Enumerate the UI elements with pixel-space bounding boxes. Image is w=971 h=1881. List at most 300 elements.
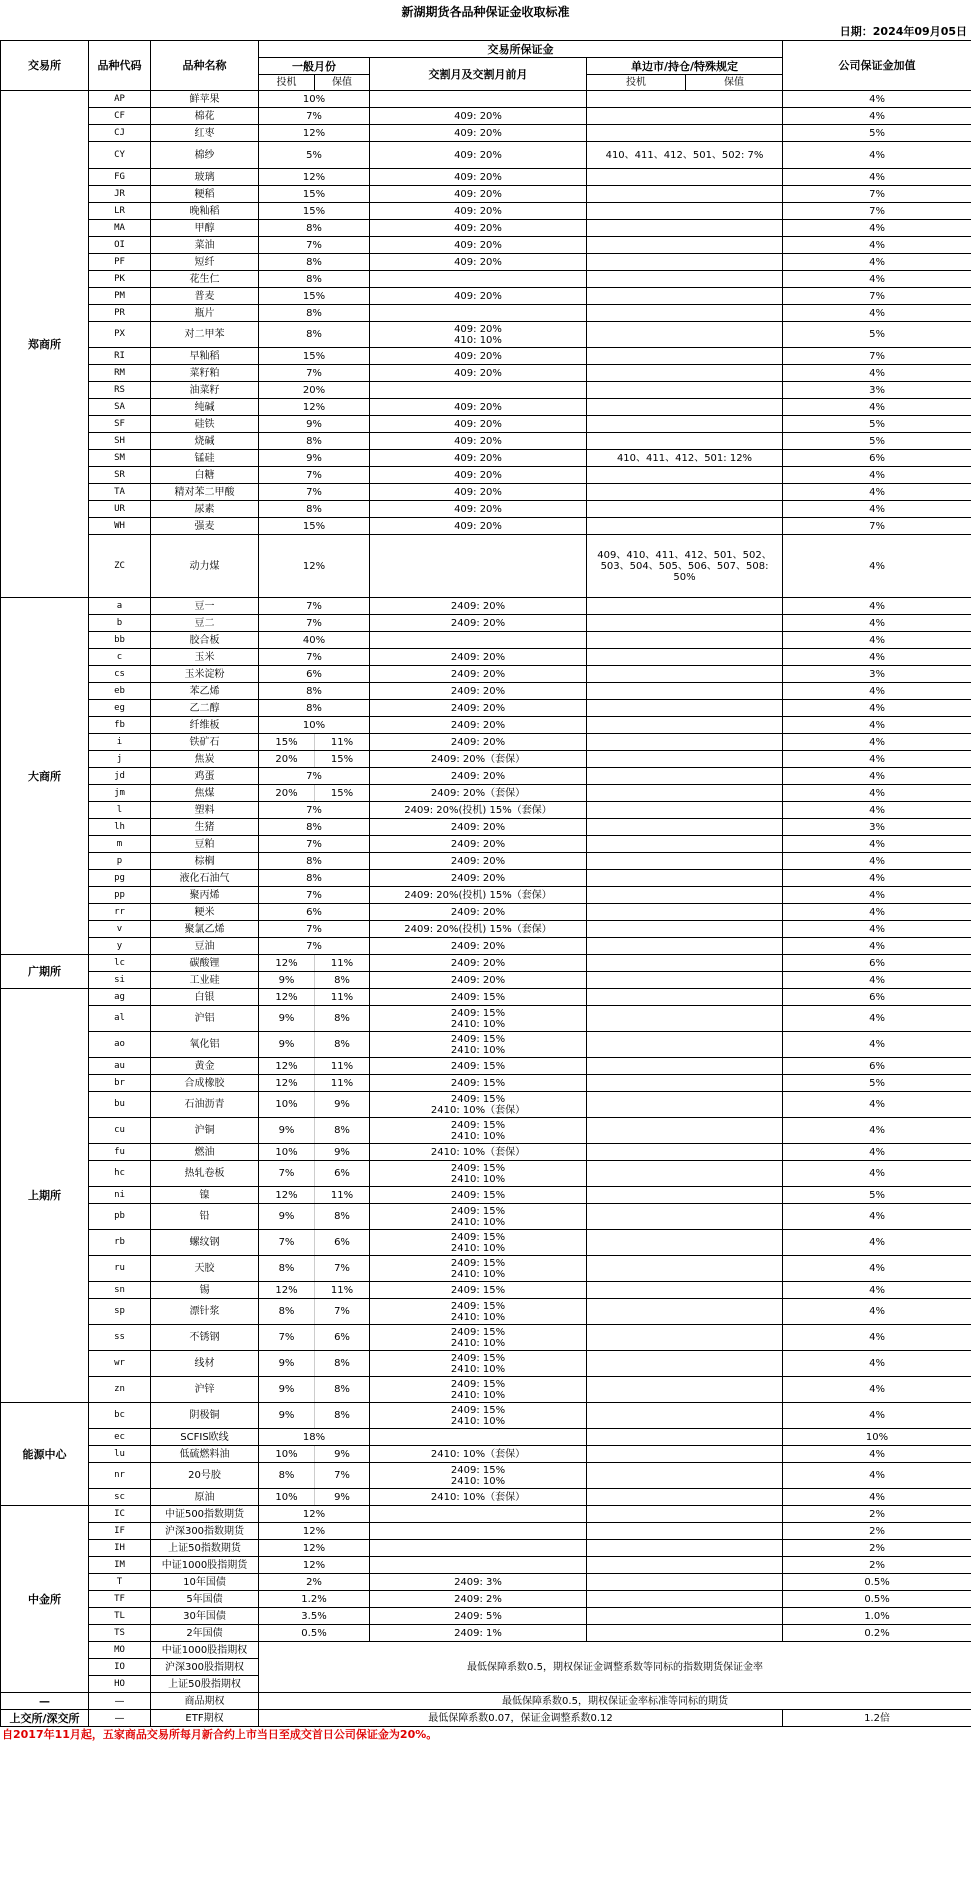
delivery-line: 409: 20% bbox=[454, 486, 502, 498]
general-month-cell: 20% bbox=[259, 382, 370, 399]
delivery-line: 409: 20% bbox=[454, 290, 502, 302]
table-row bbox=[1, 1118, 971, 1144]
name-cell: 聚氯乙烯 bbox=[151, 921, 259, 938]
code-cell: MO bbox=[89, 1642, 151, 1659]
table-row bbox=[1, 1489, 971, 1506]
delivery-line: 409: 20% bbox=[454, 256, 502, 268]
general-month-cell: 7% bbox=[259, 108, 370, 125]
delivery-cell bbox=[370, 1006, 587, 1032]
table-row bbox=[1, 666, 971, 683]
table-row bbox=[1, 1282, 971, 1299]
delivery-cell bbox=[370, 1230, 587, 1256]
name-cell: 白银 bbox=[151, 989, 259, 1006]
table-row bbox=[1, 615, 971, 632]
table-row bbox=[1, 768, 971, 785]
delivery-line: 2409: 20%(投机) 15%（套保） bbox=[404, 923, 552, 935]
name-cell: 玉米 bbox=[151, 649, 259, 666]
name-cell: 铅 bbox=[151, 1204, 259, 1230]
delivery-cell bbox=[370, 870, 587, 887]
delivery-cell bbox=[370, 1506, 587, 1523]
company-add-cell: 4% bbox=[783, 237, 971, 254]
general-month-cell: 12% bbox=[259, 1557, 370, 1574]
delivery-cell bbox=[370, 819, 587, 836]
company-add-cell: 4% bbox=[783, 399, 971, 416]
code-cell: ao bbox=[89, 1032, 151, 1058]
code-cell: sn bbox=[89, 1282, 151, 1299]
special-rule-cell bbox=[587, 1092, 783, 1118]
name-cell: 豆一 bbox=[151, 598, 259, 615]
name-cell: 豆粕 bbox=[151, 836, 259, 853]
special-rule-cell bbox=[587, 836, 783, 853]
delivery-line: 2409: 15% bbox=[450, 1119, 506, 1131]
special-rule-cell bbox=[587, 819, 783, 836]
delivery-line: 2409: 20% bbox=[450, 957, 506, 969]
delivery-cell bbox=[370, 1351, 587, 1377]
special-rule-cell bbox=[587, 348, 783, 365]
delivery-line: 2410: 10% bbox=[450, 1044, 506, 1056]
name-cell: 氧化铝 bbox=[151, 1032, 259, 1058]
company-add-cell: 4% bbox=[783, 972, 971, 989]
delivery-line: 2409: 15% bbox=[450, 1378, 506, 1390]
delivery-line: 409: 20% bbox=[454, 149, 502, 161]
special-rule-cell bbox=[587, 322, 783, 348]
general-spec-cell: 8% bbox=[259, 1299, 315, 1325]
company-add-cell: 4% bbox=[783, 1299, 971, 1325]
table-row bbox=[1, 365, 971, 382]
code-cell: JR bbox=[89, 186, 151, 203]
code-cell: WH bbox=[89, 518, 151, 535]
code-cell: SR bbox=[89, 467, 151, 484]
code-cell: jd bbox=[89, 768, 151, 785]
company-add-cell: 4% bbox=[783, 1325, 971, 1351]
code-cell: PR bbox=[89, 305, 151, 322]
general-spec-cell: 7% bbox=[259, 1161, 315, 1187]
table-row bbox=[1, 1161, 971, 1187]
general-spec-cell: 10% bbox=[259, 1092, 315, 1118]
general-month-cell: 7% bbox=[259, 836, 370, 853]
company-add-cell: 4% bbox=[783, 632, 971, 649]
name-cell: 沪锌 bbox=[151, 1377, 259, 1403]
code-cell: LR bbox=[89, 203, 151, 220]
general-month-cell: 15% bbox=[259, 203, 370, 220]
company-add-cell: 4% bbox=[783, 921, 971, 938]
code-cell: AP bbox=[89, 91, 151, 108]
table-row bbox=[1, 1693, 971, 1710]
general-hedge-cell: 8% bbox=[315, 1377, 370, 1403]
name-cell: 胶合板 bbox=[151, 632, 259, 649]
code-cell: IF bbox=[89, 1523, 151, 1540]
general-spec-cell: 12% bbox=[259, 1187, 315, 1204]
table-row bbox=[1, 819, 971, 836]
general-spec-cell: 9% bbox=[259, 972, 315, 989]
general-hedge-cell: 9% bbox=[315, 1144, 370, 1161]
company-add-cell: 0.5% bbox=[783, 1591, 971, 1608]
delivery-line: 2410: 10% bbox=[450, 1389, 506, 1401]
exchange-cell: 广期所 bbox=[1, 955, 89, 989]
general-month-cell: 8% bbox=[259, 501, 370, 518]
footnote: 自2017年11月起，五家商品交易所每月新合约上市当日至成交首日公司保证金为20%。 bbox=[2, 1728, 438, 1741]
delivery-cell bbox=[370, 186, 587, 203]
delivery-line: 409: 20% bbox=[454, 418, 502, 430]
table-row bbox=[1, 955, 971, 972]
header-general-hedge: 保值 bbox=[315, 75, 370, 91]
general-spec-cell: 12% bbox=[259, 989, 315, 1006]
special-rule-cell bbox=[587, 305, 783, 322]
general-spec-cell: 8% bbox=[259, 1463, 315, 1489]
code-cell: CJ bbox=[89, 125, 151, 142]
table-row bbox=[1, 802, 971, 819]
general-hedge-cell: 8% bbox=[315, 972, 370, 989]
code-cell: fu bbox=[89, 1144, 151, 1161]
company-add-cell: 5% bbox=[783, 322, 971, 348]
delivery-cell bbox=[370, 1118, 587, 1144]
general-spec-cell: 9% bbox=[259, 1403, 315, 1429]
name-cell: 白糖 bbox=[151, 467, 259, 484]
special-rule-cell bbox=[587, 1282, 783, 1299]
special-rule-cell bbox=[587, 1506, 783, 1523]
delivery-cell bbox=[370, 322, 587, 348]
delivery-line: 2409: 20% bbox=[450, 685, 506, 697]
name-cell: 合成橡胶 bbox=[151, 1075, 259, 1092]
header-code: 品种代码 bbox=[89, 41, 151, 91]
company-add-cell: 4% bbox=[783, 615, 971, 632]
general-spec-cell: 9% bbox=[259, 1204, 315, 1230]
company-add-cell: 5% bbox=[783, 125, 971, 142]
delivery-cell bbox=[370, 467, 587, 484]
company-add-cell: 2% bbox=[783, 1523, 971, 1540]
special-rule-cell bbox=[587, 271, 783, 288]
code-cell: lh bbox=[89, 819, 151, 836]
page-title: 新湖期货各品种保证金收取标准 bbox=[401, 5, 570, 19]
general-hedge-cell: 9% bbox=[315, 1446, 370, 1463]
general-month-cell: 8% bbox=[259, 853, 370, 870]
code-cell: IH bbox=[89, 1540, 151, 1557]
delivery-line: 409: 20% bbox=[454, 171, 502, 183]
delivery-line: 2409: 20% bbox=[450, 719, 506, 731]
delivery-cell bbox=[370, 1446, 587, 1463]
table-row bbox=[1, 518, 971, 535]
name-cell: 锰硅 bbox=[151, 450, 259, 467]
code-cell: UR bbox=[89, 501, 151, 518]
code-cell: j bbox=[89, 751, 151, 768]
delivery-line: 2409: 20% bbox=[450, 600, 506, 612]
company-add-cell: 4% bbox=[783, 870, 971, 887]
code-cell: SF bbox=[89, 416, 151, 433]
delivery-line: 2409: 15% bbox=[450, 1077, 506, 1089]
exchange-cell: 能源中心 bbox=[1, 1403, 89, 1506]
general-month-cell: 7% bbox=[259, 649, 370, 666]
general-month-cell: 12% bbox=[259, 1540, 370, 1557]
delivery-cell bbox=[370, 887, 587, 904]
table-row bbox=[1, 1144, 971, 1161]
delivery-cell bbox=[370, 203, 587, 220]
general-spec-cell: 10% bbox=[259, 1446, 315, 1463]
code-cell: PX bbox=[89, 322, 151, 348]
special-rule-cell bbox=[587, 1446, 783, 1463]
name-cell: 镍 bbox=[151, 1187, 259, 1204]
delivery-cell bbox=[370, 237, 587, 254]
delivery-line: 2409: 20% bbox=[450, 872, 506, 884]
delivery-line: 2409: 20% bbox=[450, 668, 506, 680]
name-cell: 棉纱 bbox=[151, 142, 259, 169]
company-add-cell: 4% bbox=[783, 1282, 971, 1299]
table-row bbox=[1, 904, 971, 921]
delivery-cell bbox=[370, 254, 587, 271]
delivery-line: 2410: 10% bbox=[450, 1311, 506, 1323]
company-add-cell: 10% bbox=[783, 1429, 971, 1446]
general-spec-cell: 9% bbox=[259, 1032, 315, 1058]
general-hedge-cell: 7% bbox=[315, 1463, 370, 1489]
special-rule-cell bbox=[587, 870, 783, 887]
header-company-add: 公司保证金加值 bbox=[783, 41, 971, 91]
code-cell: sc bbox=[89, 1489, 151, 1506]
table-row bbox=[1, 108, 971, 125]
general-month-cell: 15% bbox=[259, 518, 370, 535]
name-cell: 铁矿石 bbox=[151, 734, 259, 751]
name-cell: 塑料 bbox=[151, 802, 259, 819]
table-row bbox=[1, 717, 971, 734]
company-add-cell: 6% bbox=[783, 450, 971, 467]
code-cell: l bbox=[89, 802, 151, 819]
delivery-cell bbox=[370, 1540, 587, 1557]
delivery-line: 409: 20% bbox=[454, 323, 502, 335]
delivery-line: 2409: 15% bbox=[450, 1257, 506, 1269]
special-rule-cell bbox=[587, 1256, 783, 1282]
table-row bbox=[1, 1058, 971, 1075]
name-cell: 石油沥青 bbox=[151, 1092, 259, 1118]
delivery-cell bbox=[370, 1489, 587, 1506]
delivery-cell bbox=[370, 683, 587, 700]
delivery-cell bbox=[370, 1144, 587, 1161]
code-cell: jm bbox=[89, 785, 151, 802]
general-spec-cell: 20% bbox=[259, 785, 315, 802]
code-cell: FG bbox=[89, 169, 151, 186]
special-rule-cell bbox=[587, 700, 783, 717]
code-cell: eb bbox=[89, 683, 151, 700]
general-hedge-cell: 8% bbox=[315, 1118, 370, 1144]
delivery-cell bbox=[370, 271, 587, 288]
margin-table bbox=[0, 40, 971, 1727]
code-cell: p bbox=[89, 853, 151, 870]
delivery-cell bbox=[370, 955, 587, 972]
table-row bbox=[1, 125, 971, 142]
delivery-line: 409: 20% bbox=[454, 205, 502, 217]
code-cell: T bbox=[89, 1574, 151, 1591]
table-row bbox=[1, 1523, 971, 1540]
code-cell: cu bbox=[89, 1118, 151, 1144]
name-cell: 碳酸锂 bbox=[151, 955, 259, 972]
delivery-line: 409: 20% bbox=[454, 110, 502, 122]
delivery-line: 2410: 10% bbox=[450, 1173, 506, 1185]
company-add-cell: 4% bbox=[783, 467, 971, 484]
name-cell: 生猪 bbox=[151, 819, 259, 836]
code-cell: RS bbox=[89, 382, 151, 399]
special-rule-cell bbox=[587, 1325, 783, 1351]
delivery-line: 2410: 10% bbox=[450, 1363, 506, 1375]
table-row bbox=[1, 169, 971, 186]
company-add-cell: 4% bbox=[783, 1256, 971, 1282]
general-spec-cell: 12% bbox=[259, 1282, 315, 1299]
special-rule-cell bbox=[587, 220, 783, 237]
delivery-line: 2409: 20%(投机) 15%（套保） bbox=[404, 804, 552, 816]
delivery-line: 2410: 10% bbox=[450, 1475, 506, 1487]
delivery-line: 2409: 2% bbox=[454, 1593, 502, 1605]
delivery-cell bbox=[370, 717, 587, 734]
delivery-line: 2409: 1% bbox=[454, 1627, 502, 1639]
name-cell: 纯碱 bbox=[151, 399, 259, 416]
general-hedge-cell: 8% bbox=[315, 1403, 370, 1429]
name-cell: 玻璃 bbox=[151, 169, 259, 186]
table-row bbox=[1, 1506, 971, 1523]
general-hedge-cell: 8% bbox=[315, 1006, 370, 1032]
company-add-cell: 4% bbox=[783, 649, 971, 666]
special-rule-cell bbox=[587, 938, 783, 955]
company-add-cell: 4% bbox=[783, 484, 971, 501]
delivery-cell bbox=[370, 1187, 587, 1204]
table-row bbox=[1, 1710, 971, 1727]
name-cell: 30年国债 bbox=[151, 1608, 259, 1625]
general-month-cell: 6% bbox=[259, 904, 370, 921]
general-month-cell: 12% bbox=[259, 169, 370, 186]
general-month-cell: 7% bbox=[259, 598, 370, 615]
name-cell: 黄金 bbox=[151, 1058, 259, 1075]
name-cell: 阴极铜 bbox=[151, 1403, 259, 1429]
code-cell: al bbox=[89, 1006, 151, 1032]
code-cell: rb bbox=[89, 1230, 151, 1256]
company-add-cell: 4% bbox=[783, 1463, 971, 1489]
table-row bbox=[1, 271, 971, 288]
delivery-line: 2409: 20% bbox=[450, 821, 506, 833]
delivery-cell bbox=[370, 1299, 587, 1325]
delivery-line: 2409: 15% bbox=[450, 1189, 506, 1201]
delivery-cell bbox=[370, 1403, 587, 1429]
special-rule-cell: 410、411、412、501、502: 7% bbox=[587, 142, 783, 169]
code-cell: — bbox=[89, 1710, 151, 1727]
name-cell: 10年国债 bbox=[151, 1574, 259, 1591]
delivery-cell bbox=[370, 518, 587, 535]
general-month-cell: 7% bbox=[259, 887, 370, 904]
general-month-cell: 15% bbox=[259, 288, 370, 305]
delivery-line: 2410: 10%（套保） bbox=[430, 1491, 526, 1503]
general-month-cell: 8% bbox=[259, 433, 370, 450]
special-rule-cell bbox=[587, 1557, 783, 1574]
exchange-cell: 中金所 bbox=[1, 1506, 89, 1693]
general-hedge-cell: 8% bbox=[315, 1032, 370, 1058]
special-rule-cell: 410、411、412、501: 12% bbox=[587, 450, 783, 467]
company-add-cell: 4% bbox=[783, 1489, 971, 1506]
delivery-line: 2409: 15% bbox=[450, 1033, 506, 1045]
delivery-cell bbox=[370, 1075, 587, 1092]
special-rule-cell bbox=[587, 785, 783, 802]
table-row bbox=[1, 700, 971, 717]
table-row bbox=[1, 989, 971, 1006]
delivery-cell bbox=[370, 972, 587, 989]
general-month-cell: 3.5% bbox=[259, 1608, 370, 1625]
code-cell: IC bbox=[89, 1506, 151, 1523]
table-row bbox=[1, 254, 971, 271]
table-row bbox=[1, 1377, 971, 1403]
special-rule-cell bbox=[587, 467, 783, 484]
table-row bbox=[1, 1608, 971, 1625]
delivery-line: 2409: 20%（套保） bbox=[430, 753, 526, 765]
special-rule-cell bbox=[587, 1540, 783, 1557]
company-add-cell: 7% bbox=[783, 348, 971, 365]
delivery-cell bbox=[370, 615, 587, 632]
name-cell: 2年国债 bbox=[151, 1625, 259, 1642]
delivery-cell bbox=[370, 220, 587, 237]
company-add-cell: 4% bbox=[783, 1351, 971, 1377]
special-rule-cell bbox=[587, 717, 783, 734]
name-cell: 焦煤 bbox=[151, 785, 259, 802]
code-cell: ni bbox=[89, 1187, 151, 1204]
delivery-cell bbox=[370, 433, 587, 450]
header-general-spec: 投机 bbox=[259, 75, 315, 91]
name-cell: 5年国债 bbox=[151, 1591, 259, 1608]
company-add-cell: 4% bbox=[783, 365, 971, 382]
special-rule-cell bbox=[587, 972, 783, 989]
table-row bbox=[1, 649, 971, 666]
special-rule-cell bbox=[587, 169, 783, 186]
special-rule-cell bbox=[587, 288, 783, 305]
general-month-cell: 7% bbox=[259, 484, 370, 501]
delivery-cell bbox=[370, 399, 587, 416]
company-add-cell: 4% bbox=[783, 1092, 971, 1118]
delivery-cell bbox=[370, 802, 587, 819]
special-rule-cell bbox=[587, 955, 783, 972]
name-cell: 上证50股指期权 bbox=[151, 1676, 259, 1693]
delivery-line: 2409: 20% bbox=[450, 906, 506, 918]
code-cell: m bbox=[89, 836, 151, 853]
code-cell: PK bbox=[89, 271, 151, 288]
special-rule-cell bbox=[587, 1523, 783, 1540]
code-cell: nr bbox=[89, 1463, 151, 1489]
company-add-cell: 4% bbox=[783, 108, 971, 125]
name-cell: 棉花 bbox=[151, 108, 259, 125]
company-add-cell: 4% bbox=[783, 1446, 971, 1463]
general-spec-cell: 9% bbox=[259, 1118, 315, 1144]
company-add-cell: 4% bbox=[783, 683, 971, 700]
general-spec-cell: 9% bbox=[259, 1006, 315, 1032]
special-rule-cell bbox=[587, 802, 783, 819]
delivery-cell bbox=[370, 1463, 587, 1489]
table-row bbox=[1, 1446, 971, 1463]
company-add-cell: 4% bbox=[783, 220, 971, 237]
delivery-cell bbox=[370, 348, 587, 365]
delivery-line: 2409: 15% bbox=[450, 1352, 506, 1364]
general-month-cell: 12% bbox=[259, 399, 370, 416]
name-cell: 沪深300股指期权 bbox=[151, 1659, 259, 1676]
code-cell: PF bbox=[89, 254, 151, 271]
code-cell: br bbox=[89, 1075, 151, 1092]
code-cell: IO bbox=[89, 1659, 151, 1676]
special-rule-cell bbox=[587, 237, 783, 254]
general-month-cell: 8% bbox=[259, 683, 370, 700]
code-cell: RM bbox=[89, 365, 151, 382]
table-row bbox=[1, 1006, 971, 1032]
code-cell: au bbox=[89, 1058, 151, 1075]
general-spec-cell: 7% bbox=[259, 1325, 315, 1351]
name-cell: 动力煤 bbox=[151, 535, 259, 598]
special-rule-cell bbox=[587, 1403, 783, 1429]
company-add-cell: 4% bbox=[783, 853, 971, 870]
code-cell: b bbox=[89, 615, 151, 632]
general-month-cell: 12% bbox=[259, 1523, 370, 1540]
company-add-cell: 6% bbox=[783, 989, 971, 1006]
special-rule-cell bbox=[587, 1489, 783, 1506]
general-hedge-cell: 7% bbox=[315, 1299, 370, 1325]
name-cell: 沪铝 bbox=[151, 1006, 259, 1032]
general-month-cell: 7% bbox=[259, 615, 370, 632]
